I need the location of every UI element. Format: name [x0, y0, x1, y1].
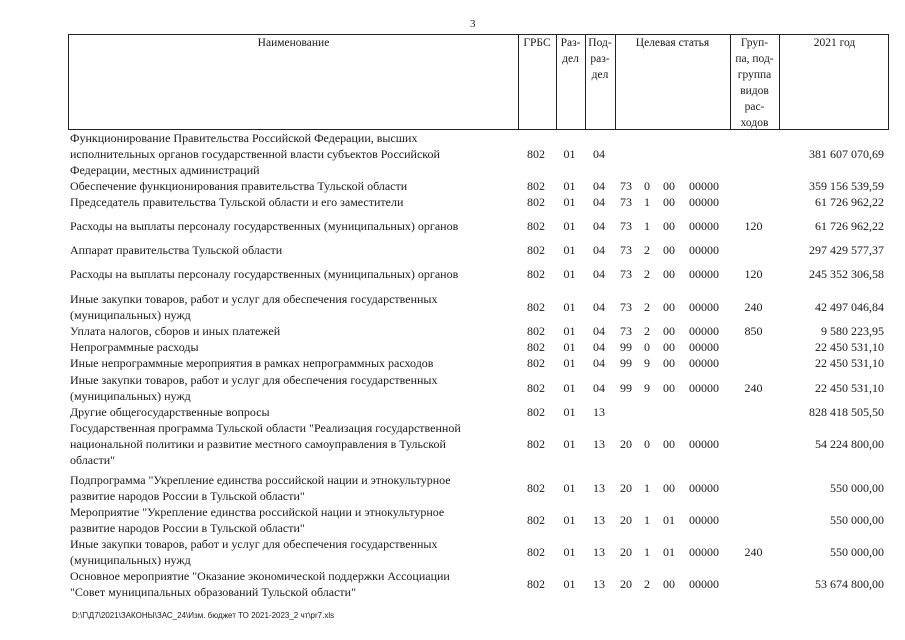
row-vr: 850 [744, 324, 763, 338]
row-sum: 359 156 539,59 [809, 179, 884, 193]
row-grbs: 802 [527, 437, 545, 451]
row-t4: 00000 [689, 481, 719, 495]
header-razdel: Раз- дел [560, 37, 581, 65]
header-tselevaya-statya: Целевая статья [635, 37, 710, 49]
row-rz: 01 [563, 577, 576, 591]
row-sum: 54 224 800,00 [815, 437, 884, 451]
row-t3: 00 [663, 481, 675, 495]
row-sum: 381 607 070,69 [809, 147, 884, 161]
row-rz: 01 [563, 437, 576, 451]
row-t2: 2 [644, 300, 650, 314]
row-pr: 04 [593, 324, 605, 338]
row-sum: 9 580 223,95 [821, 324, 884, 338]
row-t3: 00 [663, 300, 675, 314]
row-rz: 01 [563, 324, 576, 338]
row-t1: 73 [620, 179, 632, 193]
row-t4: 00000 [689, 381, 719, 395]
row-name: Иные закупки товаров, работ и услуг для обеспечения государственных (муниципальных) нужд [70, 292, 438, 322]
row-rz: 01 [563, 513, 576, 527]
row-t1: 73 [620, 300, 632, 314]
table-row [68, 536, 889, 568]
table-row [68, 404, 889, 420]
row-grbs: 802 [527, 195, 545, 209]
row-grbs: 802 [527, 481, 545, 495]
row-t1: 20 [620, 577, 632, 591]
row-grbs: 802 [527, 405, 545, 419]
table-row [68, 291, 889, 323]
row-name: Расходы на выплаты персоналу государственных (муниципальных) органов [70, 267, 459, 281]
row-t2: 1 [644, 481, 650, 495]
row-t3: 00 [663, 324, 675, 338]
row-pr: 04 [593, 179, 605, 193]
row-t3: 00 [663, 577, 675, 591]
row-sum: 550 000,00 [830, 545, 884, 559]
row-name: Расходы на выплаты персоналу государственных (муниципальных) органов [70, 219, 459, 233]
row-t2: 0 [644, 437, 650, 451]
row-pr: 13 [593, 437, 605, 451]
footer-file-path: D:\Г\Д7\2021\ЗАКОНЫ\ЗАС_24\Изм. бюджет ТО 2021-2023_2 чт\pr7.xls [72, 611, 335, 620]
row-rz: 01 [563, 219, 576, 233]
header-grbs: ГРБС [523, 37, 551, 49]
row-name: Непрограммные расходы [70, 340, 199, 354]
table-row [68, 472, 889, 504]
row-pr: 04 [593, 356, 605, 370]
row-name: Иные закупки товаров, работ и услуг для обеспечения государственных (муниципальных) нужд [70, 537, 438, 567]
table-row [68, 218, 889, 234]
row-sum: 61 726 962,22 [815, 219, 884, 233]
row-pr: 04 [593, 243, 605, 257]
row-t4: 00000 [689, 267, 719, 281]
row-t1: 20 [620, 481, 632, 495]
row-t2: 1 [644, 513, 650, 527]
row-t3: 00 [663, 179, 675, 193]
row-name: Основное мероприятие "Оказание экономической поддержки Ассоциации "Совет муниципальных образований Тульской области" [70, 569, 450, 599]
row-rz: 01 [563, 179, 576, 193]
row-t1: 73 [620, 324, 632, 338]
row-pr: 13 [593, 577, 605, 591]
row-rz: 01 [563, 195, 576, 209]
row-t3: 00 [663, 219, 675, 233]
row-pr: 04 [593, 300, 605, 314]
row-sum: 22 450 531,10 [815, 340, 884, 354]
row-sum: 22 450 531,10 [815, 356, 884, 370]
row-t3: 00 [663, 267, 675, 281]
row-name: Аппарат правительства Тульской области [70, 243, 283, 257]
row-t2: 2 [644, 577, 650, 591]
row-grbs: 802 [527, 179, 545, 193]
table-row [68, 194, 889, 210]
row-sum: 297 429 577,37 [809, 243, 884, 257]
header-year: 2021 год [813, 37, 856, 49]
row-t1: 20 [620, 437, 632, 451]
row-t2: 0 [644, 340, 650, 354]
row-vr: 120 [744, 267, 763, 281]
row-t1: 73 [620, 219, 632, 233]
row-name: Уплата налогов, сборов и иных платежей [70, 324, 281, 338]
page-number: 3 [470, 18, 476, 30]
row-t4: 00000 [689, 437, 719, 451]
row-t4: 00000 [689, 324, 719, 338]
row-grbs: 802 [527, 381, 545, 395]
row-t4: 00000 [689, 195, 719, 209]
row-pr: 04 [593, 195, 605, 209]
row-sum: 550 000,00 [830, 513, 884, 527]
table-row [68, 323, 889, 339]
row-t4: 00000 [689, 577, 719, 591]
row-name: Иные закупки товаров, работ и услуг для обеспечения государственных (муниципальных) нужд [70, 373, 438, 403]
row-t1: 73 [620, 195, 632, 209]
row-rz: 01 [563, 405, 576, 419]
row-rz: 01 [563, 356, 576, 370]
row-grbs: 802 [527, 267, 545, 281]
row-grbs: 802 [527, 545, 545, 559]
table-row [68, 504, 889, 536]
row-t1: 73 [620, 243, 632, 257]
table-row [68, 339, 889, 355]
table-row [68, 178, 889, 194]
row-pr: 04 [593, 219, 605, 233]
row-vr: 240 [744, 381, 763, 395]
row-pr: 13 [593, 405, 605, 419]
row-t3: 01 [663, 545, 675, 559]
row-t4: 00000 [689, 356, 719, 370]
table-row [68, 130, 889, 178]
row-t4: 00000 [689, 243, 719, 257]
row-name: Мероприятие "Укрепление единства российской нации и этнокультурное развитие народов России в Тульской области" [70, 505, 445, 535]
row-t1: 73 [620, 267, 632, 281]
row-t2: 0 [644, 179, 650, 193]
row-pr: 04 [593, 147, 605, 161]
row-t4: 00000 [689, 340, 719, 354]
row-t1: 99 [620, 356, 632, 370]
row-grbs: 802 [527, 356, 545, 370]
row-t2: 2 [644, 324, 650, 338]
row-t2: 9 [644, 356, 650, 370]
row-t3: 00 [663, 340, 675, 354]
table-row [68, 242, 889, 258]
row-sum: 22 450 531,10 [815, 381, 884, 395]
table-row [68, 568, 889, 600]
row-sum: 53 674 800,00 [815, 577, 884, 591]
row-vr: 120 [744, 219, 763, 233]
row-rz: 01 [563, 381, 576, 395]
row-t3: 00 [663, 437, 675, 451]
row-t1: 99 [620, 340, 632, 354]
row-sum: 245 352 306,58 [809, 267, 884, 281]
row-t3: 01 [663, 513, 675, 527]
row-pr: 13 [593, 481, 605, 495]
row-vr: 240 [744, 300, 763, 314]
row-name: Государственная программа Тульской области "Реализация государственной национальной политики и развитие местного самоуправления в Тульской области" [70, 421, 461, 467]
row-sum: 550 000,00 [830, 481, 884, 495]
row-t2: 1 [644, 195, 650, 209]
row-name: Подпрограмма "Укрепление единства российской нации и этнокультурное развитие народов России в Тульской области" [70, 473, 451, 503]
row-name: Председатель правительства Тульской области и его заместители [70, 195, 404, 209]
row-name: Другие общегосударственные вопросы [70, 405, 270, 419]
table-row [68, 372, 889, 404]
row-t1: 20 [620, 513, 632, 527]
row-name: Обеспечение функционирования правительства Тульской области [70, 179, 408, 193]
table-row [68, 266, 889, 282]
row-rz: 01 [563, 147, 576, 161]
row-t2: 1 [644, 545, 650, 559]
row-grbs: 802 [527, 147, 545, 161]
row-grbs: 802 [527, 324, 545, 338]
row-sum: 61 726 962,22 [815, 195, 884, 209]
row-t3: 00 [663, 195, 675, 209]
row-sum: 42 497 046,84 [815, 300, 884, 314]
row-t4: 00000 [689, 179, 719, 193]
row-t2: 2 [644, 243, 650, 257]
row-rz: 01 [563, 481, 576, 495]
row-t1: 20 [620, 545, 632, 559]
row-t3: 00 [663, 356, 675, 370]
row-vr: 240 [744, 545, 763, 559]
row-grbs: 802 [527, 243, 545, 257]
row-pr: 13 [593, 513, 605, 527]
header-podrazdel: Под- раз- дел [588, 37, 612, 81]
row-grbs: 802 [527, 513, 545, 527]
row-pr: 04 [593, 267, 605, 281]
row-rz: 01 [563, 243, 576, 257]
row-sum: 828 418 505,50 [809, 405, 884, 419]
row-t3: 00 [663, 243, 675, 257]
table-row [68, 355, 889, 371]
row-t4: 00000 [689, 300, 719, 314]
row-grbs: 802 [527, 577, 545, 591]
row-rz: 01 [563, 545, 576, 559]
header-gruppa-vidov: Груп- па, под- группа видов рас- ходов [735, 37, 774, 129]
row-t4: 00000 [689, 219, 719, 233]
row-grbs: 802 [527, 300, 545, 314]
row-t3: 00 [663, 381, 675, 395]
row-name: Функционирование Правительства Российской Федерации, высших исполнительных органов государственной власти субъектов Российской Федерации, местных администраций [70, 131, 440, 177]
row-grbs: 802 [527, 340, 545, 354]
row-pr: 04 [593, 381, 605, 395]
table-header [68, 34, 889, 130]
row-t2: 2 [644, 267, 650, 281]
header-name: Наименование [257, 37, 330, 49]
table-row [68, 420, 889, 468]
row-grbs: 802 [527, 219, 545, 233]
row-pr: 04 [593, 340, 605, 354]
row-t2: 1 [644, 219, 650, 233]
row-t4: 00000 [689, 545, 719, 559]
row-t1: 99 [620, 381, 632, 395]
row-rz: 01 [563, 340, 576, 354]
row-rz: 01 [563, 267, 576, 281]
row-pr: 13 [593, 545, 605, 559]
row-t2: 9 [644, 381, 650, 395]
row-rz: 01 [563, 300, 576, 314]
row-name: Иные непрограммные мероприятия в рамках непрограммных расходов [70, 356, 434, 370]
row-t4: 00000 [689, 513, 719, 527]
